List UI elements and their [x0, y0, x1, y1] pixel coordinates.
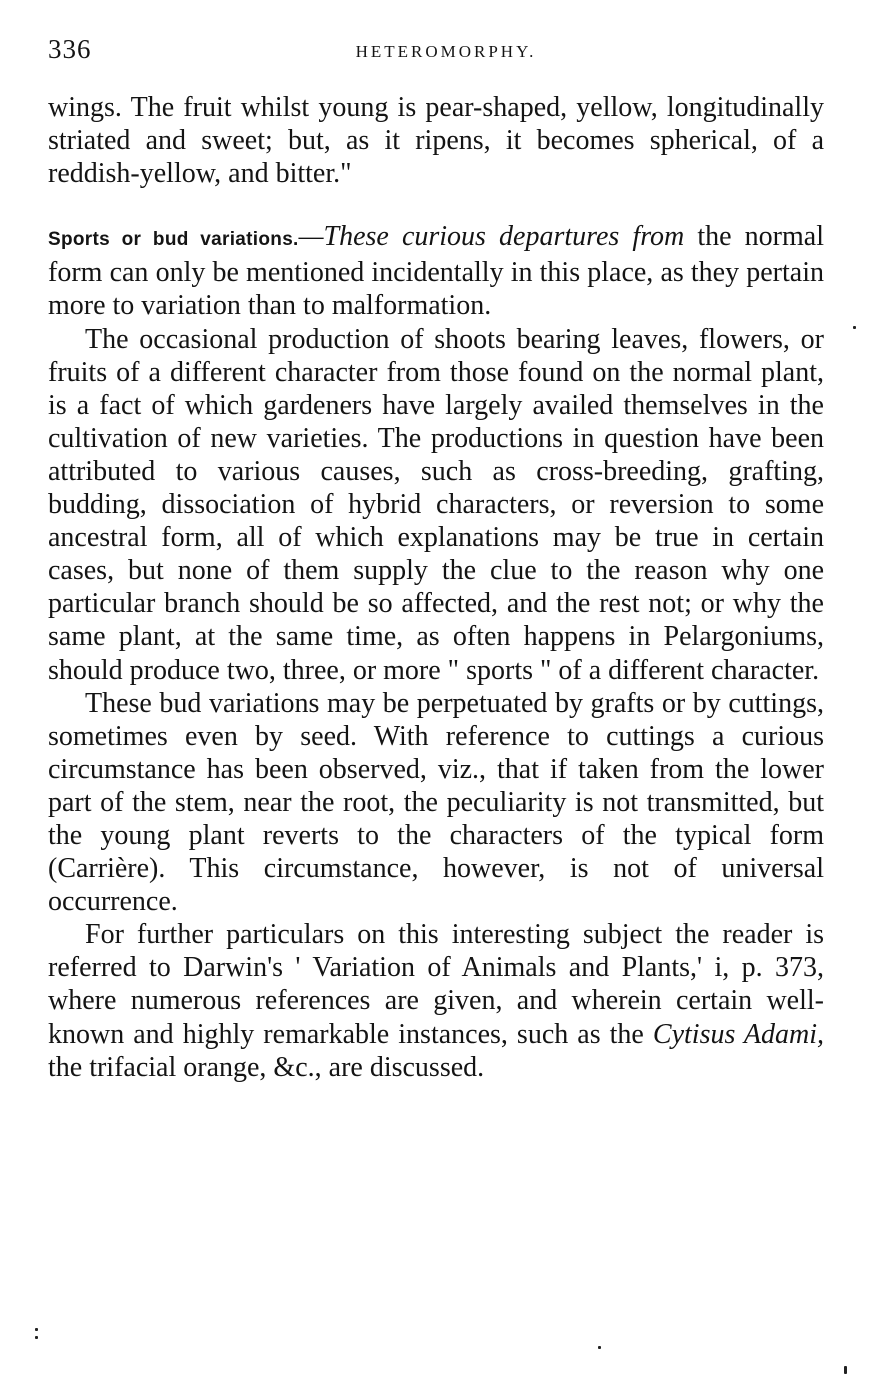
section-heading: Sports or bud variations.	[48, 229, 299, 251]
final-text-before: For further particulars on this interesting subject the reader is referred to Darwin's ' Variation of Animals and Plants,' i, p. 373, where numerous references are given, and wherein certain well-known and highly remarkable instances, such as the	[48, 919, 824, 1050]
paragraph-continuation: wings. The fruit whilst young is pear-shaped, yellow, longitudinally striated and sweet; but, as it ripens, it becomes spherical, of a reddish-yellow, and bitter."	[48, 92, 824, 190]
book-page	[48, 34, 824, 1084]
scan-speck	[35, 1328, 38, 1331]
section-intro-text: the normal form can only be mentioned incidentally in this place, as they pertain more to variation than to malformation.	[48, 221, 824, 322]
page-header	[48, 34, 824, 74]
section-lead-text: —These curious departures from	[298, 221, 685, 253]
paragraph-bud-variations: These bud variations may be perpetuated by grafts or by cuttings, sometimes even by seed. With reference to cuttings a curious circumstance has been observed, viz., that if taken from the lower part of the stem, near the root, the peculiarity is not transmitted, but the young plant reverts to the characters of the typical form (Carrière). This circumstance, however, is not of universal occurrence.	[48, 687, 824, 918]
section-sports-bud-variations	[48, 220, 824, 1083]
body-text	[48, 91, 824, 1084]
scan-speck	[35, 1336, 38, 1339]
scan-speck	[844, 1366, 847, 1374]
section-intro-paragraph	[48, 220, 824, 322]
paragraph-further-particulars	[48, 918, 824, 1083]
page-number: 336	[48, 34, 92, 64]
scan-speck	[853, 326, 856, 329]
paragraph-occasional-production: The occasional production of shoots bearing leaves, flowers, or fruits of a different character from those found on the normal plant, is a fact of which gardeners have largely availed themselves in the cultivation of new varieties. The productions in question have been attributed to various causes, such as cross-breeding, grafting, budding, dissociation of hybrid characters, or reversion to some ancestral form, all of which explanations may be true in certain cases, but none of them supply the clue to the reason why one particular branch should be so affected, and the rest not; or why the same plant, at the same time, as often happens in Pelargoniums, should produce two, three, or more " sports " of a different character.	[48, 323, 824, 686]
running-head: HETEROMORPHY.	[355, 42, 537, 61]
scan-speck	[598, 1346, 601, 1349]
species-name-italic: Cytisus Adami,	[652, 1018, 824, 1050]
final-text-after: the trifacial orange, &c., are discussed.	[48, 1051, 485, 1083]
